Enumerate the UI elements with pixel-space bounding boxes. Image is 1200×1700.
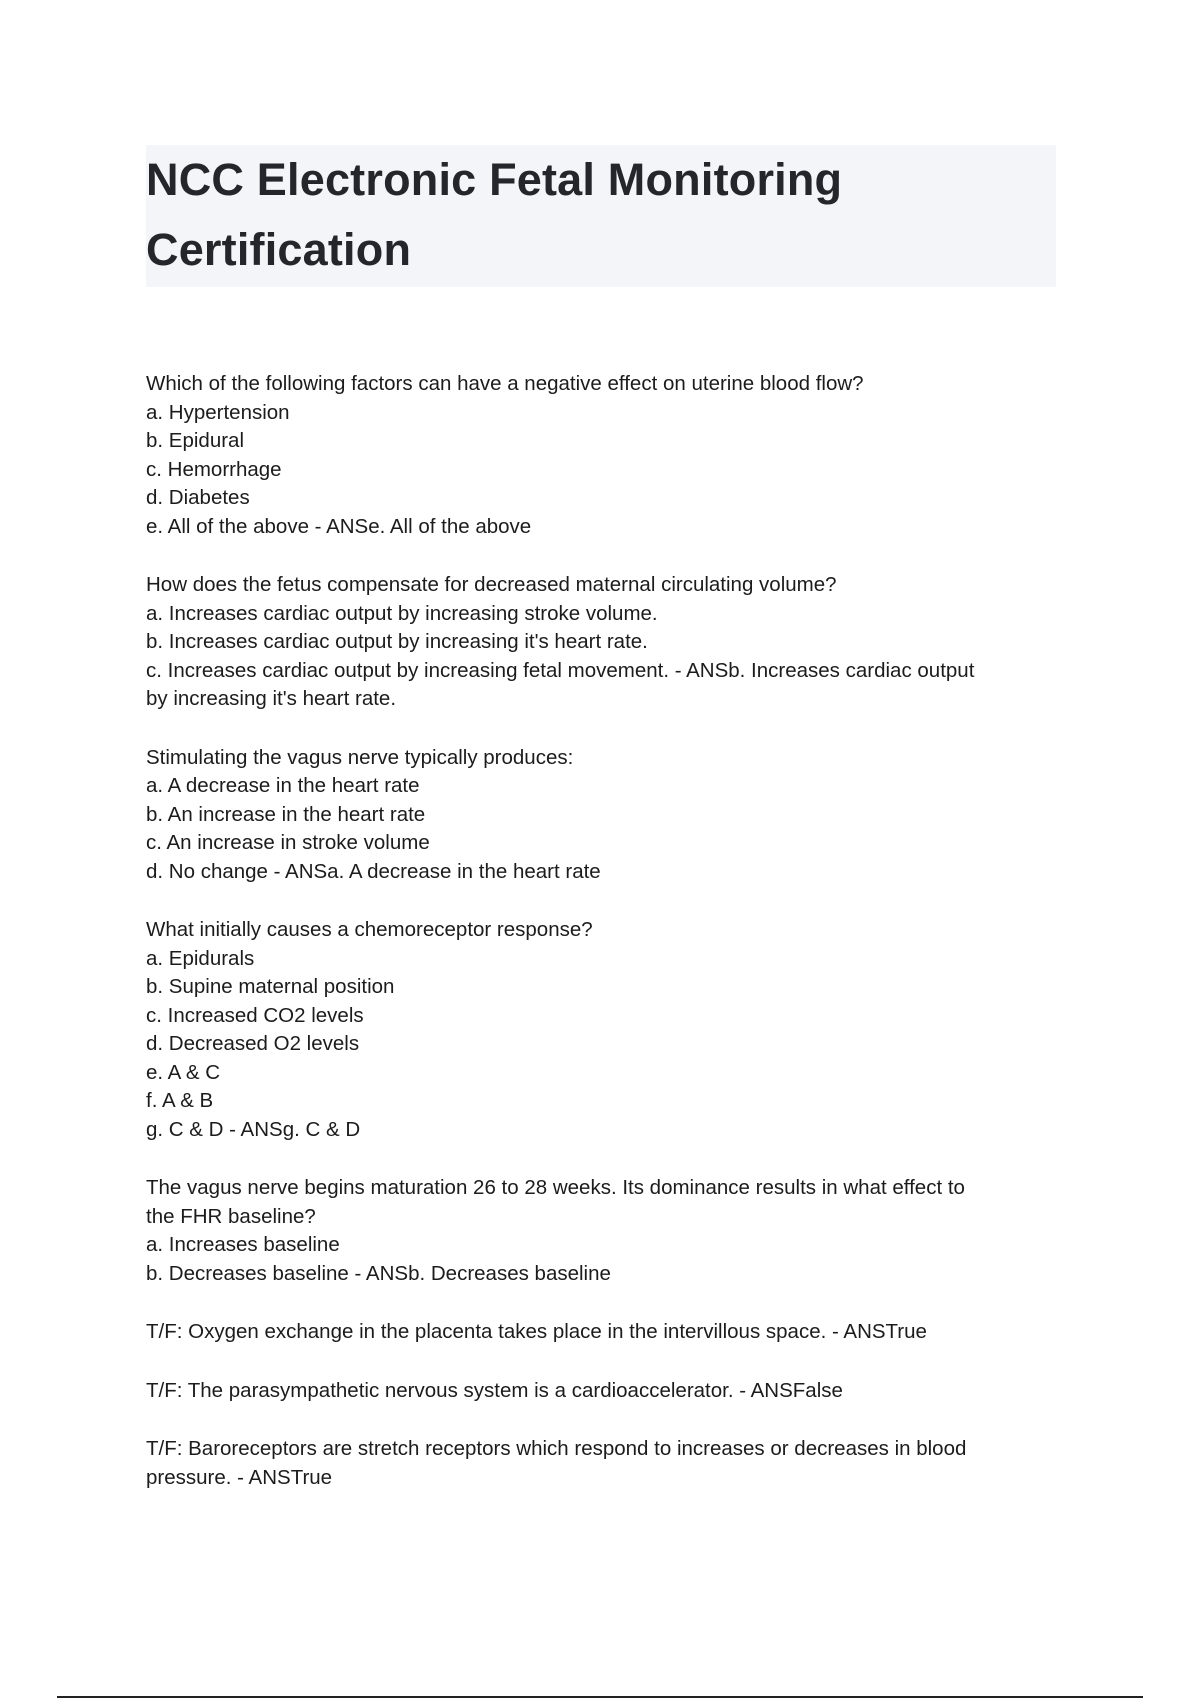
question-text: Stimulating the vagus nerve typically produces: [146, 745, 574, 769]
page-bottom-divider [57, 1696, 1143, 1698]
answer-option-with-key: b. Decreases baseline - ANSb. Decreases baseline [146, 1261, 611, 1285]
true-false-question: T/F: The parasympathetic nervous system is a cardioaccelerator. - ANSFalse [146, 1378, 843, 1402]
answer-option: d. Diabetes [146, 486, 250, 509]
question-block [146, 571, 1051, 714]
answer-option: f. A & B [146, 1089, 214, 1112]
answer-option: d. Decreased O2 levels [146, 1032, 360, 1055]
answer-option: c. An increase in stroke volume [146, 831, 430, 854]
question-block [146, 1377, 1051, 1406]
answer-option-with-key: g. C & D - ANSg. C & D [146, 1117, 361, 1141]
answer-option: b. Epidural [146, 429, 245, 452]
answer-key-continuation: pressure. - ANSTrue [146, 1465, 333, 1489]
answer-option: a. A decrease in the heart rate [146, 774, 420, 797]
answer-option: e. A & C [146, 1060, 221, 1084]
answer-key-continuation: by increasing it's heart rate. [146, 687, 397, 710]
answer-option-with-key: c. Increases cardiac output by increasing fetal movement. - ANSb. Increases cardiac output [146, 658, 975, 682]
question-block [146, 916, 1051, 1144]
answer-option-with-key: d. No change - ANSa. A decrease in the heart rate [146, 859, 601, 883]
question-block [146, 1174, 1051, 1288]
answer-option: a. Increases cardiac output by increasing stroke volume. [146, 601, 658, 625]
answer-option: c. Increased CO2 levels [146, 1003, 364, 1027]
document-title-line-1: NCC Electronic Fetal Monitoring [146, 154, 843, 205]
answer-option: b. Increases cardiac output by increasing it's heart rate. [146, 630, 648, 653]
question-text-continuation: the FHR baseline? [146, 1204, 316, 1228]
question-text: How does the fetus compensate for decreased maternal circulating volume? [146, 573, 837, 596]
answer-option-with-key: e. All of the above - ANSe. All of the above [146, 514, 532, 538]
document-title [146, 145, 1056, 285]
answer-option: a. Epidurals [146, 946, 255, 970]
question-block [146, 1435, 1051, 1492]
question-block [146, 370, 1051, 541]
answer-option: b. Supine maternal position [146, 975, 395, 998]
answer-option: a. Increases baseline [146, 1233, 340, 1256]
document-title-line-2: Certification [146, 224, 412, 275]
answer-option: c. Hemorrhage [146, 457, 282, 481]
question-text: Which of the following factors can have a negative effect on uterine blood flow? [146, 372, 864, 395]
question-text: What initially causes a chemoreceptor response? [146, 918, 593, 941]
document-title-block [146, 145, 1056, 287]
answer-option: a. Hypertension [146, 400, 290, 424]
true-false-question: T/F: Oxygen exchange in the placenta takes place in the intervillous space. - ANSTrue [146, 1320, 927, 1343]
answer-option: b. An increase in the heart rate [146, 802, 426, 826]
true-false-question: T/F: Baroreceptors are stretch receptors which respond to increases or decreases in blood [146, 1437, 967, 1460]
question-text: The vagus nerve begins maturation 26 to 28 weeks. Its dominance results in what effect to [146, 1176, 965, 1199]
question-block [146, 1318, 1051, 1347]
question-list [146, 370, 1051, 1522]
question-block [146, 744, 1051, 887]
